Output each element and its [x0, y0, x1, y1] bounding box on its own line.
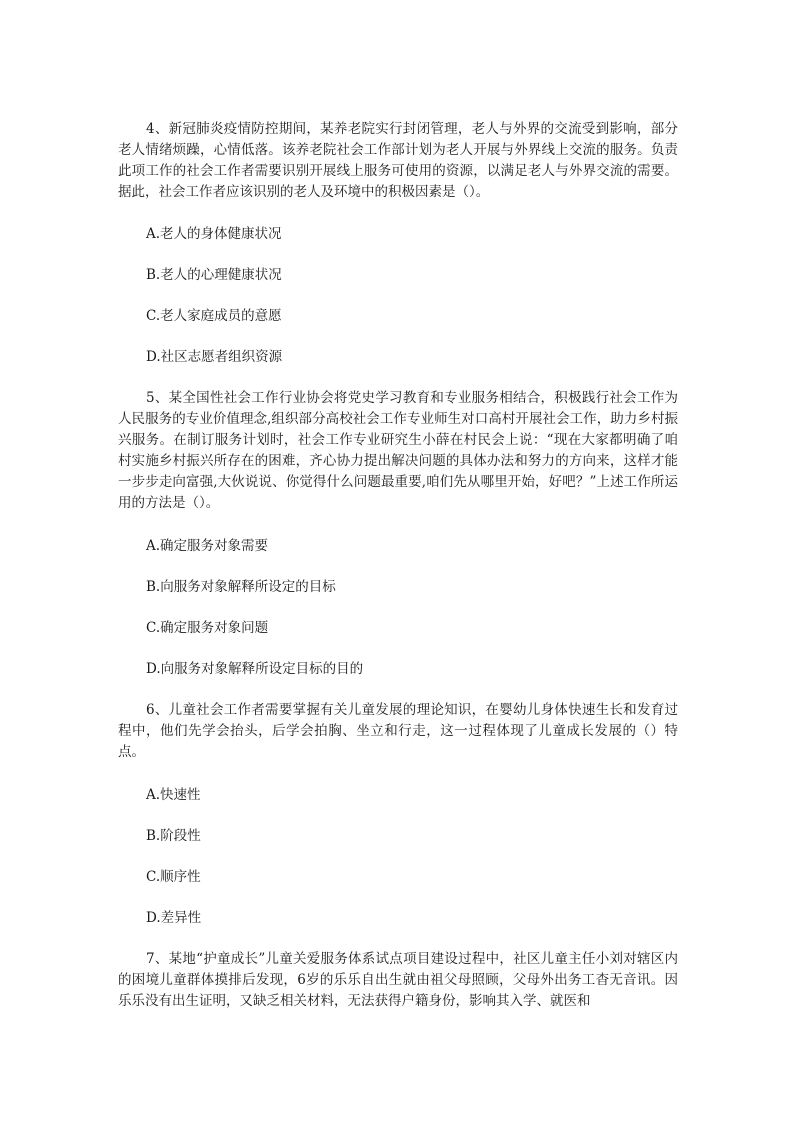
- question-6-option-b: B.阶段性: [146, 828, 201, 844]
- question-6-stem: 6、儿童社会工作者需要掌握有关儿童发展的理论知识，在婴幼儿身体快速生长和发育过程中，他们先学会抬头，后学会拍胸、坐立和行走，这一过程体现了儿童成长发展的（）特点。: [118, 702, 678, 760]
- question-5-option-b: B.向服务对象解释所设定的目标: [146, 579, 336, 595]
- question-4-option-b: B.老人的心理健康状况: [146, 267, 282, 283]
- question-4-option-d: D.社区志愿者组织资源: [146, 349, 283, 365]
- question-4-option-a: A.老人的身体健康状况: [146, 226, 282, 242]
- question-7-stem: 7、某地“护童成长”儿童关爱服务体系试点项目建设过程中，社区儿童主任小刘对辖区内的困境儿童群体摸排后发现，6岁的乐乐自出生就由祖父母照顾，父母外出务工杳无音讯。因乐乐没有出生证明，又缺乏相关材料，无法获得户籍身份，影响其入学、就医和: [118, 951, 678, 1009]
- question-6-option-d: D.差异性: [146, 910, 202, 926]
- question-5-option-d: D.向服务对象解释所设定目标的目的: [146, 661, 364, 677]
- question-5-option-c: C.确定服务对象问题: [146, 620, 269, 636]
- question-6-option-a: A.快速性: [146, 787, 201, 803]
- question-5-stem: 5、某全国性社会工作行业协会将党史学习教育和专业服务相结合，积极践行社会工作为人民服务的专业价值理念,组织部分高校社会工作专业师生对口高村开展社会工作，助力乡村振兴服务。在制订服务计划时，社会工作专业研究生小薛在村民会上说：“现在大家都明确了咱村实施乡村振兴所存在的困难，齐心协力提出解决问题的具体办法和努力的方向来，这样才能一步步走向富强,大伙说说、你觉得什么问题最重要,咱们先从哪里开始，好吧？”上述工作所运用的方法是（）。: [118, 390, 678, 511]
- question-5-option-a: A.确定服务对象需要: [146, 538, 269, 554]
- question-4-stem: 4、新冠肺炎疫情防控期间，某养老院实行封闭管理，老人与外界的交流受到影响，部分老人情绪烦躁，心情低落。该养老院社会工作部计划为老人开展与外界线上交流的服务。负责此项工作的社会工作者需要识别开展线上服务可使用的资源，以满足老人与外界交流的需要。据此，社会工作者应该识别的老人及环境中的积极因素是（）。: [118, 121, 678, 200]
- question-4-option-c: C.老人家庭成员的意愿: [146, 308, 282, 324]
- question-6-option-c: C.顺序性: [146, 869, 201, 885]
